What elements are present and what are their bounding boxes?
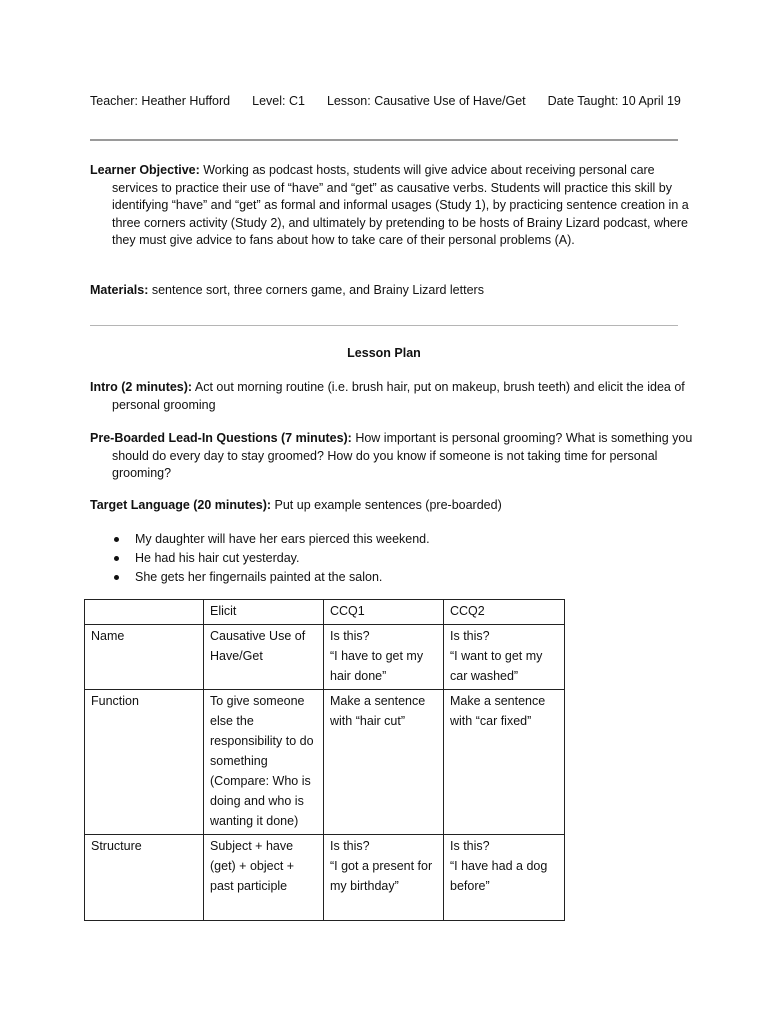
ccq-line: Is this?	[330, 629, 370, 643]
ccq2-cell	[444, 835, 565, 921]
intro-section	[90, 379, 700, 414]
row-label: Structure	[85, 835, 204, 921]
ccq1-cell	[324, 835, 444, 921]
section-divider	[90, 325, 678, 326]
table-header-cell	[85, 600, 204, 625]
ccq-line: Is this?	[450, 839, 490, 853]
learner-objective-label: Learner Objective:	[90, 163, 200, 177]
materials-label: Materials:	[90, 283, 149, 297]
ccq-line: Is this?	[450, 629, 490, 643]
ccq1-cell	[324, 625, 444, 690]
example-sentences-list	[90, 530, 650, 587]
table-header-row	[85, 600, 565, 625]
date-field: Date Taught: 10 April 19	[547, 94, 681, 108]
lesson-plan-title: Lesson Plan	[347, 346, 421, 360]
table-row	[85, 690, 565, 835]
ccq-line: “I have to get my hair done”	[330, 649, 424, 683]
ccq1-cell	[324, 690, 444, 835]
target-language-section	[90, 497, 700, 515]
lesson-header	[90, 94, 690, 108]
lead-in-section	[90, 430, 700, 483]
ccq-line: Make a sentence with “car fixed”	[450, 694, 546, 728]
intro-label: Intro (2 minutes):	[90, 380, 193, 394]
table-row	[85, 835, 565, 921]
ccq-table	[84, 599, 565, 921]
intro-text: Act out morning routine (i.e. brush hair, put on makeup, brush teeth) and elicit the idea of personal grooming	[112, 380, 685, 412]
ccq2-cell	[444, 690, 565, 835]
ccq-line: “I got a present for my birthday”	[330, 859, 433, 893]
ccq-line: “I want to get my car washed”	[450, 649, 543, 683]
lesson-field: Lesson: Causative Use of Have/Get	[326, 94, 526, 108]
lead-in-label: Pre-Boarded Lead-In Questions (7 minutes):	[90, 431, 352, 445]
materials-text: sentence sort, three corners game, and Brainy Lizard letters	[148, 283, 484, 297]
ccq-line: Make a sentence with “hair cut”	[330, 694, 426, 728]
learner-objective	[90, 162, 700, 250]
elicit-cell: Causative Use of Have/Get	[204, 625, 324, 690]
table-header-cell: CCQ2	[444, 600, 565, 625]
elicit-cell: To give someone else the responsibility to do something (Compare: Who is doing and who is wanting it done)	[204, 690, 324, 835]
lead-in-text: How important is personal grooming? What is something you should do every day to stay groomed? How do you know if someone is not taking time for personal grooming?	[112, 431, 693, 480]
header-divider	[90, 139, 678, 141]
elicit-cell: Subject + have (get) + object + past participle	[204, 835, 324, 921]
materials	[90, 282, 700, 300]
table-header-cell: Elicit	[204, 600, 324, 625]
teacher-field: Teacher: Heather Hufford	[90, 94, 231, 108]
level-field: Level: C1	[252, 94, 305, 108]
ccq2-cell	[444, 625, 565, 690]
example-sentence: My daughter will have her ears pierced this weekend.	[90, 530, 650, 549]
target-language-text: Put up example sentences (pre-boarded)	[271, 498, 502, 512]
ccq-line: Is this?	[330, 839, 370, 853]
row-label: Name	[85, 625, 204, 690]
target-language-label: Target Language (20 minutes):	[90, 498, 272, 512]
table-row	[85, 625, 565, 690]
example-sentence: He had his hair cut yesterday.	[90, 549, 650, 568]
learner-objective-text: Working as podcast hosts, students will give advice about receiving personal care services to practice their use of “have” and “get” as causative verbs. Students will practice this skill by identifying “have” and “get” as formal and informal usages (Study 1), by practicing sentence creation in a three corners activity (Study 2), and ultimately by pretending to be hosts of Brainy Lizard podcast, where they must give advice to fans about how to take care of their personal problems (A).	[112, 163, 689, 247]
example-sentence: She gets her fingernails painted at the salon.	[90, 568, 650, 587]
row-label: Function	[85, 690, 204, 835]
ccq-line: “I have had a dog before”	[450, 859, 548, 893]
table-header-cell: CCQ1	[324, 600, 444, 625]
